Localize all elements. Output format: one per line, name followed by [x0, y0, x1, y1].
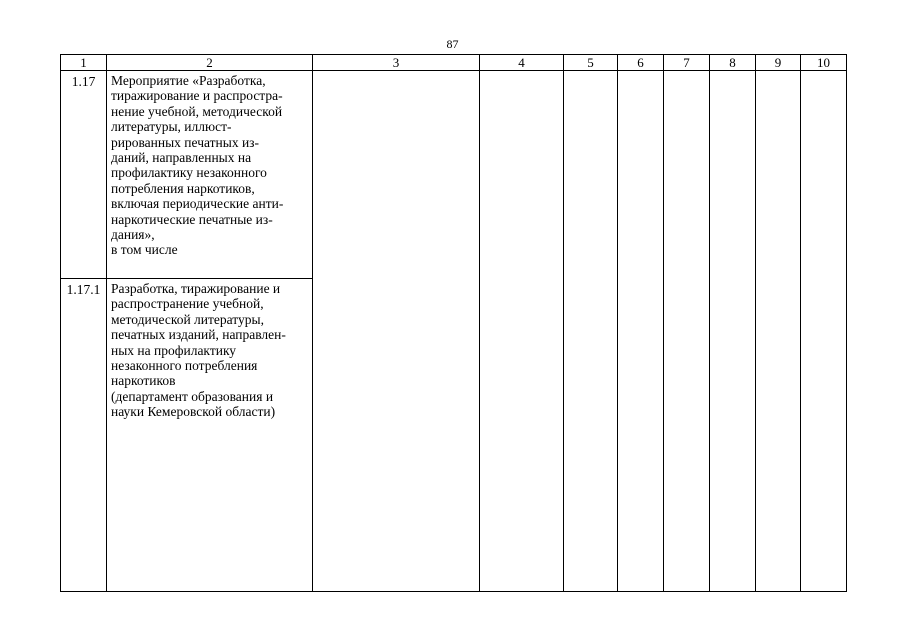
empty-cell [480, 71, 564, 592]
column-header: 8 [710, 55, 756, 71]
text-line: Мероприятие «Разработка, [111, 73, 266, 88]
text-line: потребления наркотиков, [111, 180, 255, 196]
text-line: ных на профилактику [111, 342, 237, 358]
column-header: 6 [618, 55, 664, 71]
text-line: даний, направленных на [111, 150, 252, 166]
empty-cell [664, 71, 710, 592]
text-line: (департамент образования и [111, 388, 274, 404]
text-line: методической литературы, [111, 311, 264, 327]
row-description [107, 279, 313, 592]
text-line: дания», [111, 227, 155, 243]
column-header: 9 [756, 55, 801, 71]
text-line: профилактику незаконного [111, 165, 267, 181]
text-line: наркотические печатные из- [111, 211, 273, 227]
text-line: наркотиков [111, 373, 176, 389]
text-line: распространение учебной, [111, 296, 264, 312]
text-line: науки Кемеровской области) [111, 404, 276, 420]
empty-cell [618, 71, 664, 592]
text-line: включая периодические анти- [111, 196, 284, 212]
text-line: рированных печатных из- [111, 134, 259, 150]
text-line: Разработка, тиражирование и [111, 281, 281, 296]
empty-cell [564, 71, 618, 592]
column-header: 10 [801, 55, 847, 71]
text-line: печатных изданий, направлен- [111, 327, 286, 343]
row-number: 1.17.1 [61, 279, 107, 592]
column-header: 3 [313, 55, 480, 71]
text-line: в том числе [111, 242, 178, 258]
table-row [61, 71, 847, 279]
empty-cell [756, 71, 801, 592]
empty-cell [710, 71, 756, 592]
column-header: 1 [61, 55, 107, 71]
row-description [107, 71, 313, 279]
empty-cell [801, 71, 847, 592]
text-line: тиражирование и распростра- [111, 88, 283, 104]
column-header: 2 [107, 55, 313, 71]
column-header: 5 [564, 55, 618, 71]
text-line: нение учебной, методической [111, 103, 283, 119]
empty-cell [313, 71, 480, 592]
program-table [60, 54, 847, 592]
header-row [61, 55, 847, 71]
text-line: незаконного потребления [111, 358, 258, 374]
text-line: литературы, иллюст- [111, 119, 232, 135]
row-number: 1.17 [61, 71, 107, 279]
column-header: 4 [480, 55, 564, 71]
page-number: 87 [446, 37, 459, 51]
column-header: 7 [664, 55, 710, 71]
